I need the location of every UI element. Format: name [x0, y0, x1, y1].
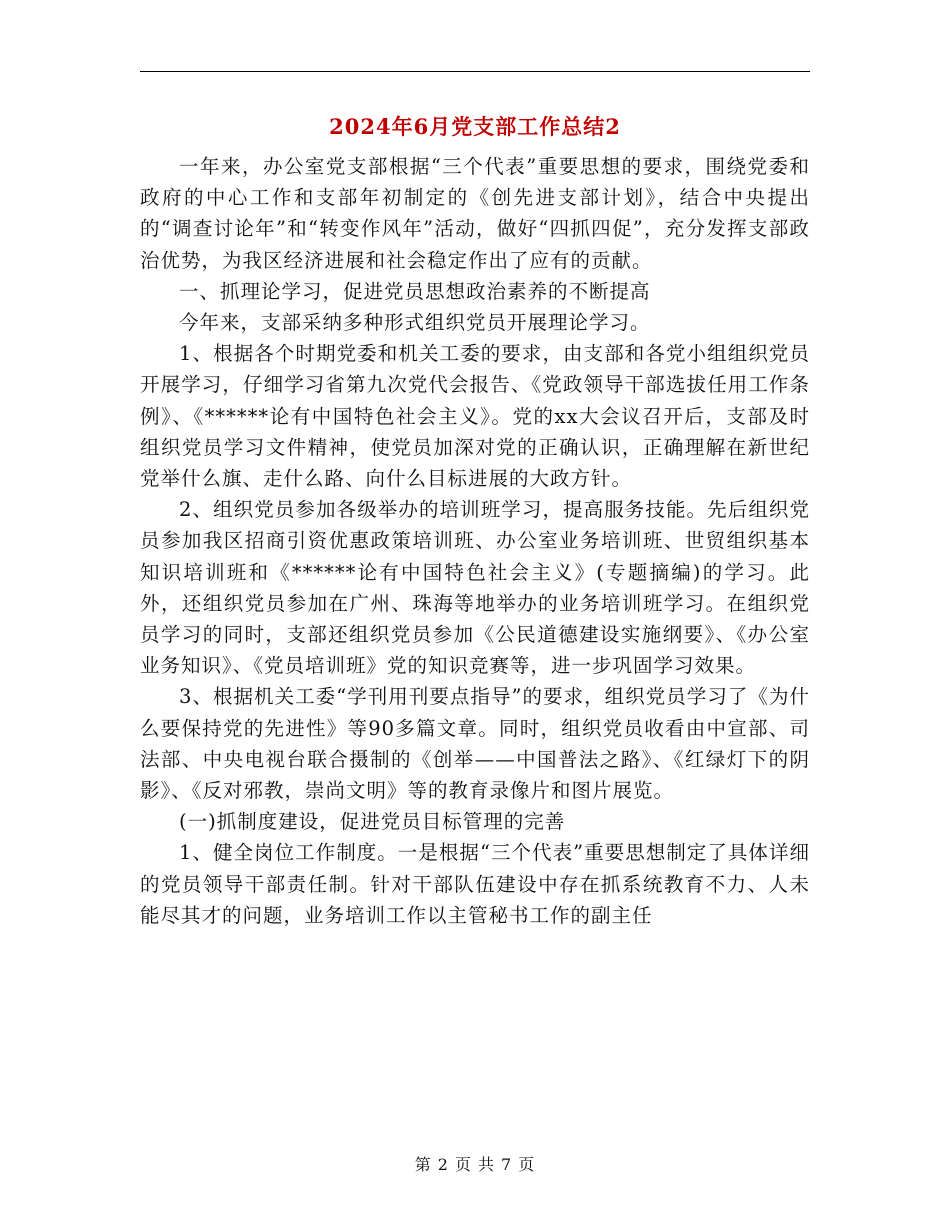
paragraph-system-item-1: 1、健全岗位工作制度。一是根据“三个代表”重要思想制定了具体详细的党员领导干部责任制。针对干部队伍建设中存在抓系统教育不力、人未能尽其才的问题，业务培训工作以主管秘书工作的副主任	[140, 841, 810, 927]
page-footer	[0, 1152, 950, 1175]
footer-prefix: 第	[414, 1155, 432, 1174]
paragraph-item-1: 1、根据各个时期党委和机关工委的要求，由支部和各党小组组织党员开展学习，仔细学习省第九次党代会报告、《党政领导干部选拔任用工作条例》、《******论有中国特色社会主义》。党的xx大会议召开后，支部及时组织党员学习文件精神，使党员加深对党的正确认识，正确理解在新世纪党举什么旗、走什么路、向什么目标进展的大政方针。	[140, 342, 810, 491]
paragraph-item-3: 3、根据机关工委“学刊用刊要点指导”的要求，组织党员学习了《为什么要保持党的先进性》等90多篇文章。同时，组织党员收看由中宣部、司法部、中央电视台联合摄制的《创举——中国普法之路》、《红绿灯下的阴影》、《反对邪教，崇尚文明》等的教育录像片和图片展览。	[140, 685, 810, 803]
paragraph-item-2: 2、组织党员参加各级举办的培训班学习，提高服务技能。先后组织党员参加我区招商引资优惠政策培训班、办公室业务培训班、世贸组织基本知识培训班和《******论有中国特色社会主义》(专题摘编)的学习。此外，还组织党员参加在广州、珠海等地举办的业务培训班学习。在组织党员学习的同时，支部还组织党员参加《公民道德建设实施纲要》、《办公室业务知识》、《党员培训班》党的知识竞赛等，进一步巩固学习效果。	[140, 498, 810, 678]
document-body	[140, 151, 810, 931]
section-heading-system-building: (一)抓制度建设，促进党员目标管理的完善	[179, 810, 566, 834]
footer-total-pages: 7	[501, 1155, 513, 1174]
section-heading-theory-study: 一、抓理论学习，促进党员思想政治素养的不断提高	[179, 279, 651, 303]
header-rule	[140, 71, 810, 72]
footer-total-prefix: 共	[478, 1155, 496, 1174]
footer-page-unit: 页	[454, 1155, 472, 1174]
document-title: 2024年6月党支部工作总结2	[329, 114, 621, 139]
footer-total-unit: 页	[518, 1155, 536, 1174]
paragraph-study-forms: 今年来，支部采纳多种形式组织党员开展理论学习。	[179, 311, 651, 335]
footer-page-number: 2	[437, 1155, 449, 1174]
paragraph-intro: 一年来，办公室党支部根据“三个代表”重要思想的要求，围绕党委和政府的中心工作和支部年初制定的《创先进支部计划》，结合中央提出的“调查讨论年”和“转变作风年”活动，做好“四抓四促”，充分发挥支部政治优势，为我区经济进展和社会稳定作出了应有的贡献。	[140, 155, 810, 272]
